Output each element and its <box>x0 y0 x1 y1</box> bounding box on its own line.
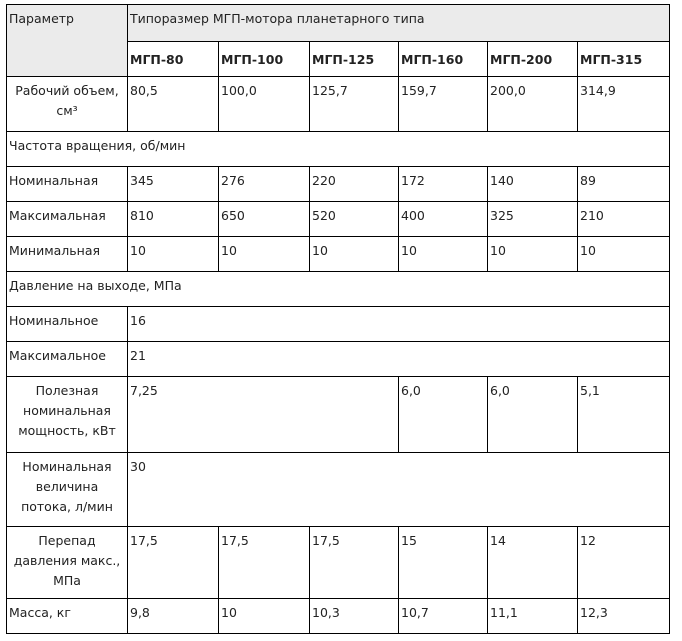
pressure-max-row <box>7 342 670 377</box>
cell-value: 17,5 <box>219 527 310 599</box>
row-label: Номинальная <box>7 167 128 202</box>
cell-value: 14 <box>488 527 578 599</box>
cell-value: 80,5 <box>128 77 219 132</box>
cell-value: 10 <box>219 237 310 272</box>
power-row <box>7 377 670 453</box>
cell-value: 810 <box>128 202 219 237</box>
cell-value: 220 <box>310 167 399 202</box>
cell-value: 17,5 <box>310 527 399 599</box>
pressure-nominal-row <box>7 307 670 342</box>
row-label: Максимальная <box>7 202 128 237</box>
cell-value: 210 <box>578 202 670 237</box>
cell-value: 21 <box>128 342 670 377</box>
mass-row <box>7 599 670 634</box>
row-label: Номинальное <box>7 307 128 342</box>
row-label: Максимальное <box>7 342 128 377</box>
cell-value: 314,9 <box>578 77 670 132</box>
section-row <box>7 272 670 307</box>
section-title: Давление на выходе, МПа <box>7 272 670 307</box>
model-header: МГП-200 <box>488 42 578 77</box>
cell-value: 12 <box>578 527 670 599</box>
cell-value: 15 <box>399 527 488 599</box>
model-header: МГП-80 <box>128 42 219 77</box>
cell-value: 6,0 <box>399 377 488 453</box>
cell-value: 276 <box>219 167 310 202</box>
cell-value: 5,1 <box>578 377 670 453</box>
cell-value: 10,3 <box>310 599 399 634</box>
cell-value: 12,3 <box>578 599 670 634</box>
cell-value: 10 <box>310 237 399 272</box>
cell-value: 172 <box>399 167 488 202</box>
pressure-drop-row <box>7 527 670 599</box>
row-label: Полезная номинальная мощность, кВт <box>7 377 128 453</box>
cell-value: 10 <box>578 237 670 272</box>
row-label: Рабочий объем, см³ <box>7 77 128 132</box>
cell-value: 200,0 <box>488 77 578 132</box>
cell-value: 400 <box>399 202 488 237</box>
speed-max-row <box>7 202 670 237</box>
cell-value: 10 <box>219 599 310 634</box>
header-row <box>7 5 670 42</box>
row-label: Минимальная <box>7 237 128 272</box>
cell-value: 10 <box>488 237 578 272</box>
cell-value: 345 <box>128 167 219 202</box>
cell-value: 89 <box>578 167 670 202</box>
cell-value: 520 <box>310 202 399 237</box>
cell-value: 9,8 <box>128 599 219 634</box>
group-header: Типоразмер МГП-мотора планетарного типа <box>128 5 670 42</box>
row-label: Масса, кг <box>7 599 128 634</box>
flow-row <box>7 453 670 527</box>
cell-value: 30 <box>128 453 670 527</box>
speed-min-row <box>7 237 670 272</box>
specs-table <box>6 4 670 634</box>
cell-value: 7,25 <box>128 377 399 453</box>
cell-value: 140 <box>488 167 578 202</box>
cell-value: 10,7 <box>399 599 488 634</box>
model-header: МГП-125 <box>310 42 399 77</box>
cell-value: 10 <box>128 237 219 272</box>
cell-value: 11,1 <box>488 599 578 634</box>
cell-value: 159,7 <box>399 77 488 132</box>
cell-value: 100,0 <box>219 77 310 132</box>
cell-value: 650 <box>219 202 310 237</box>
cell-value: 325 <box>488 202 578 237</box>
cell-value: 16 <box>128 307 670 342</box>
param-header: Параметр <box>7 5 128 77</box>
section-title: Частота вращения, об/мин <box>7 132 670 167</box>
cell-value: 10 <box>399 237 488 272</box>
volume-row <box>7 77 670 132</box>
cell-value: 6,0 <box>488 377 578 453</box>
row-label: Перепад давления макс., МПа <box>7 527 128 599</box>
cell-value: 125,7 <box>310 77 399 132</box>
model-header: МГП-315 <box>578 42 670 77</box>
model-header: МГП-100 <box>219 42 310 77</box>
speed-nominal-row <box>7 167 670 202</box>
model-header: МГП-160 <box>399 42 488 77</box>
row-label: Номинальная величина потока, л/мин <box>7 453 128 527</box>
section-row <box>7 132 670 167</box>
cell-value: 17,5 <box>128 527 219 599</box>
